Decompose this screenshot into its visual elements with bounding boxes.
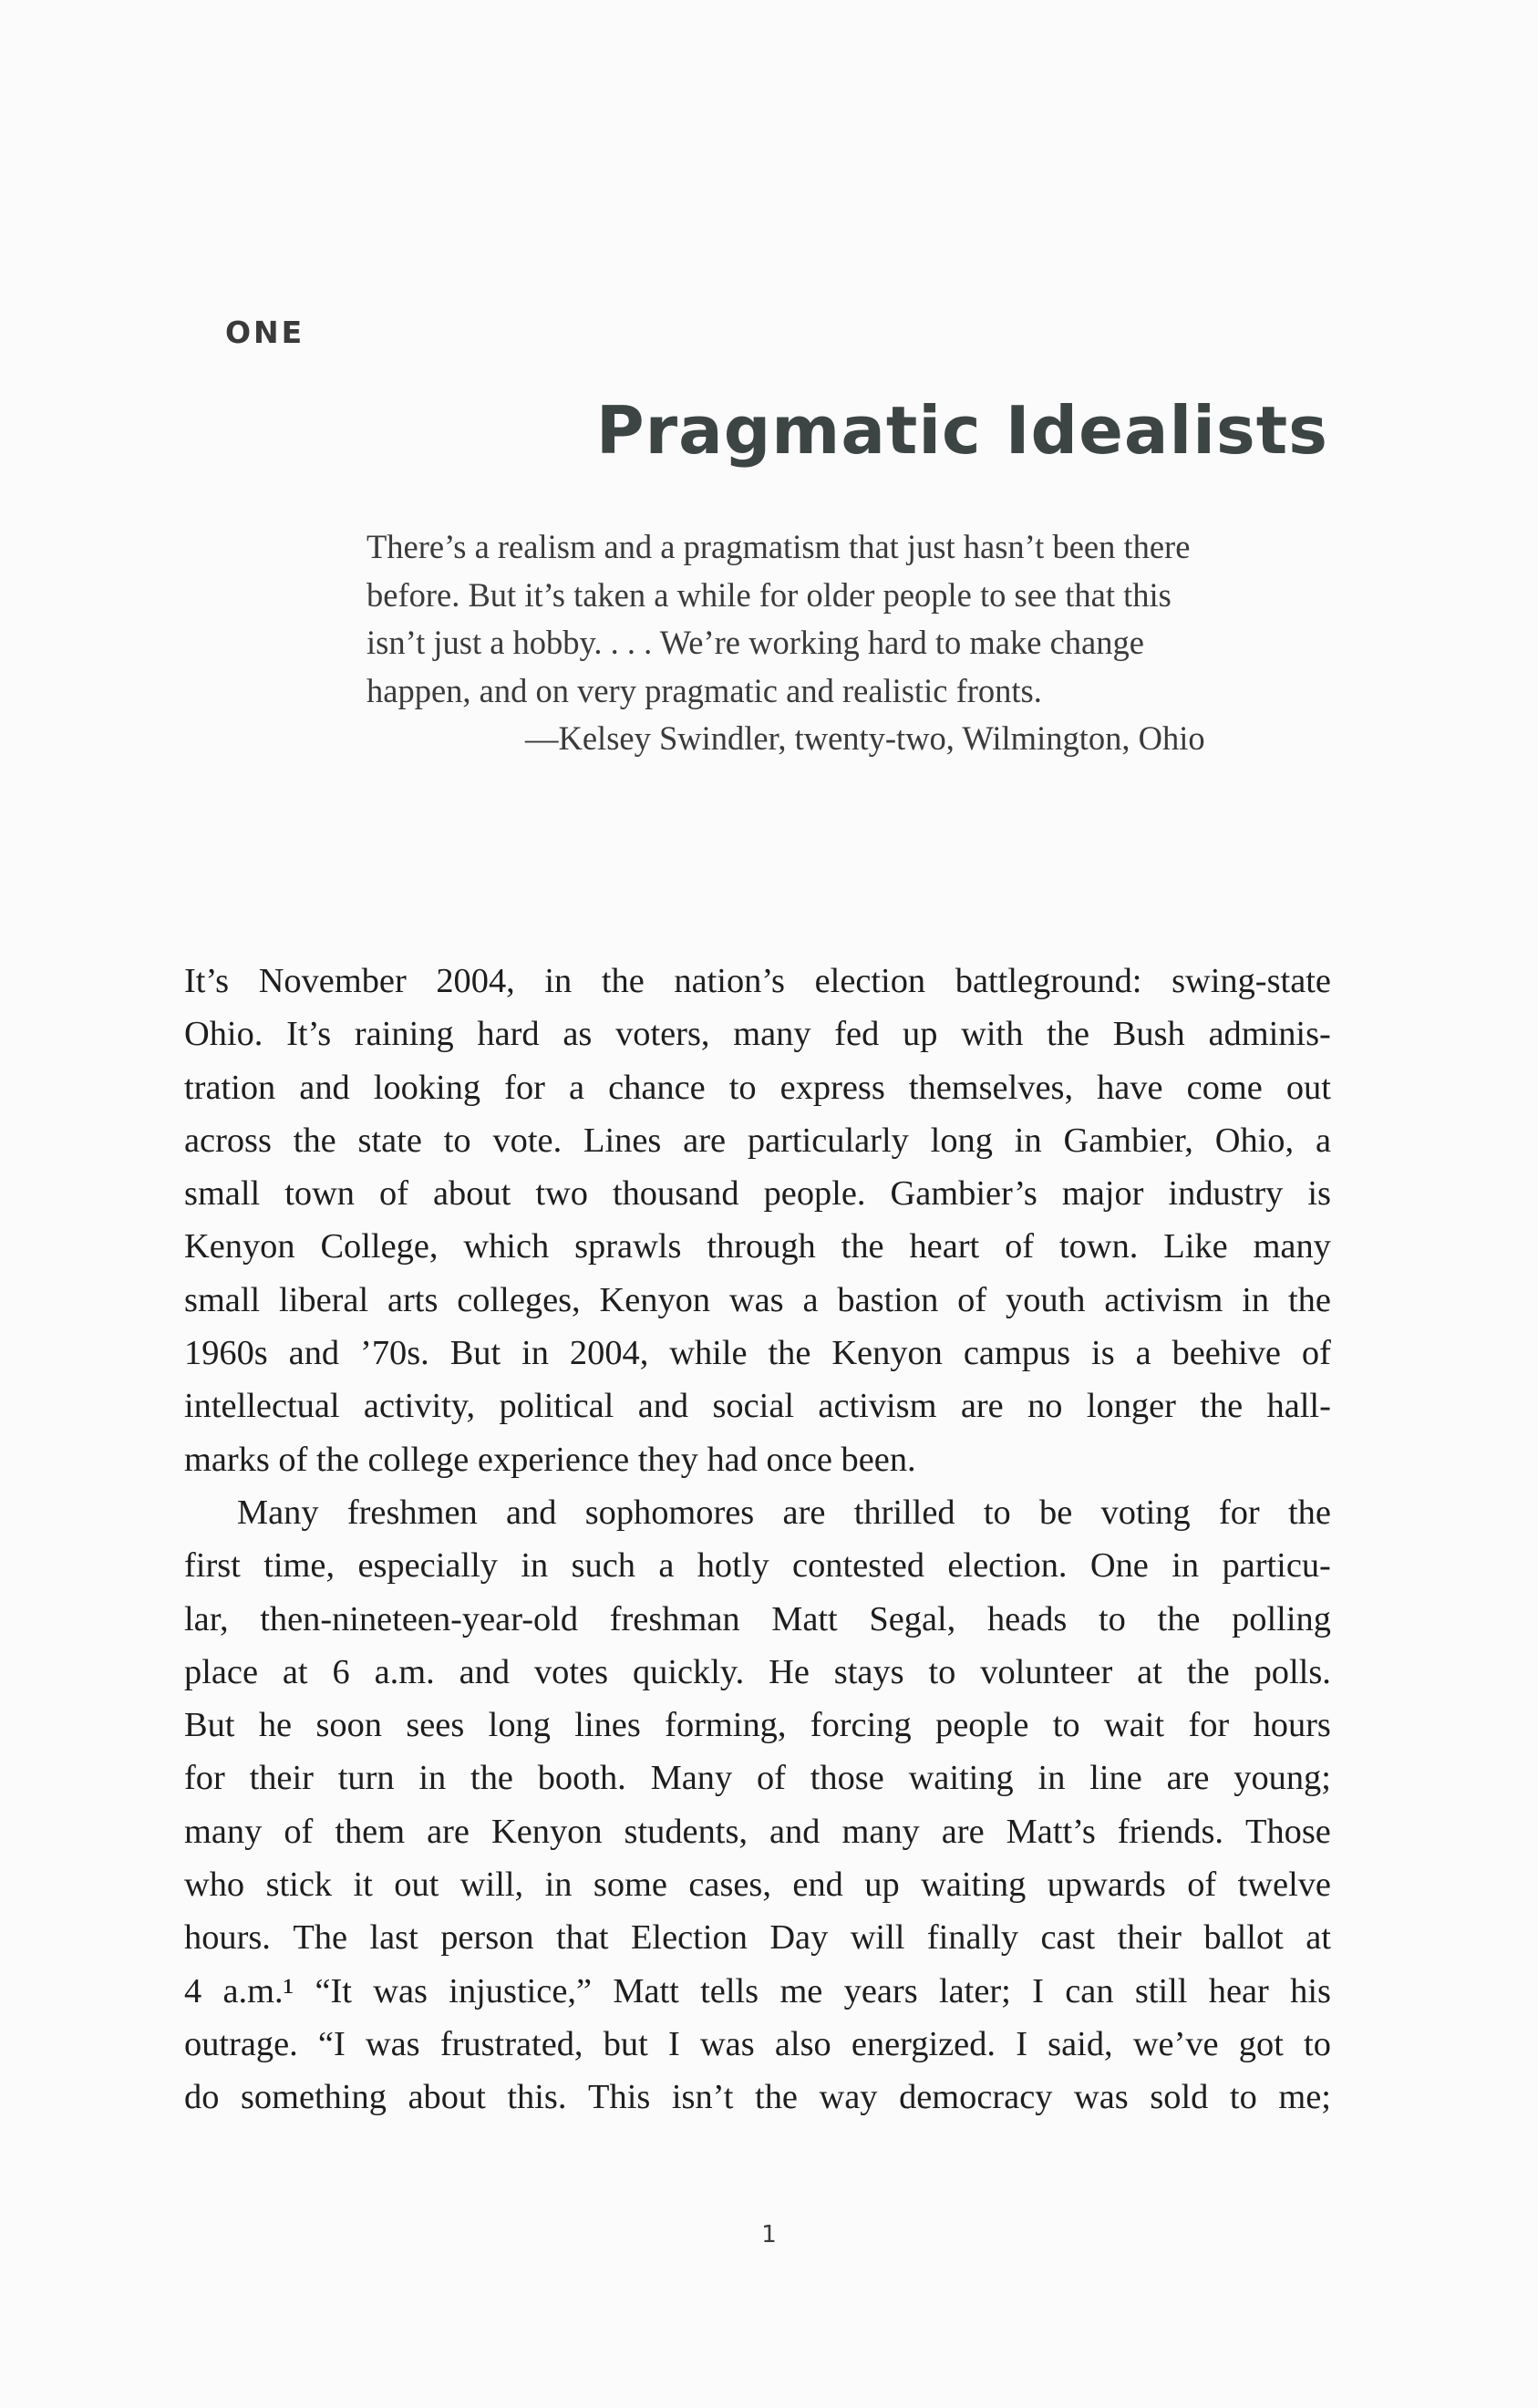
text-line: small town of about two thousand people. Gambier’s major industry is (184, 1174, 1331, 1214)
paragraph (184, 955, 1331, 1486)
chapter-label: ONE (225, 315, 305, 350)
text-line: Kenyon College, which sprawls through the heart of town. Like many (184, 1227, 1331, 1266)
epigraph-line: before. But it’s taken a while for older people to see that this (366, 575, 1172, 614)
text-line: 4 a.m.¹ “It was injustice,” Matt tells me years later; I can still hear his (184, 1971, 1331, 2010)
text-line: first time, especially in such a hotly contested election. One in particu- (184, 1546, 1331, 1586)
text-line: tration and looking for a chance to express themselves, have come out (184, 1068, 1331, 1107)
text-line: for their turn in the booth. Many of those waiting in line are young; (184, 1759, 1331, 1798)
epigraph (366, 523, 1315, 763)
text-line: who stick it out will, in some cases, end up waiting upwards of twelve (184, 1865, 1331, 1905)
epigraph-line: isn’t just a hobby. . . . We’re working hard to make change (366, 624, 1144, 661)
text-line: It’s November 2004, in the nation’s election battleground: swing-state (184, 962, 1331, 1000)
body-text (184, 955, 1331, 2124)
text-line: Many freshmen and sophomores are thrilled to be voting for the (237, 1493, 1331, 1532)
chapter-title: Pragmatic Idealists (595, 392, 1328, 469)
text-line: lar, then-nineteen-year-old freshman Matt Segal, heads to the polling (184, 1599, 1331, 1638)
text-line: hours. The last person that Election Day will finally cast their ballot at (184, 1918, 1331, 1958)
epigraph-line: There’s a realism and a pragmatism that just hasn’t been there (366, 528, 1191, 565)
text-line: outrage. “I was frustrated, but I was also energized. I said, we’ve got to (184, 2024, 1331, 2063)
text-line: do something about this. This isn’t the way democracy was sold to me; (184, 2078, 1331, 2117)
epigraph-attribution: —Kelsey Swindler, twenty-two, Wilmington, Ohio (525, 719, 1205, 757)
text-line: place at 6 a.m. and votes quickly. He stays to volunteer at the polls. (184, 1652, 1331, 1691)
text-line: small liberal arts colleges, Kenyon was a bastion of youth activism in the (184, 1280, 1331, 1319)
paragraph (184, 1486, 1331, 2124)
text-line: But he soon sees long lines forming, forcing people to wait for hours (184, 1706, 1331, 1745)
page-number: 1 (761, 2221, 777, 2248)
text-line: 1960s and ’70s. But in 2004, while the Kenyon campus is a beehive of (184, 1334, 1331, 1373)
text-line: marks of the college experience they had once been. (184, 1440, 916, 1479)
epigraph-line: happen, and on very pragmatic and realistic fronts. (366, 671, 1042, 709)
text-line: across the state to vote. Lines are particularly long in Gambier, Ohio, a (184, 1121, 1331, 1160)
text-line: intellectual activity, political and social activism are no longer the hall- (184, 1387, 1331, 1426)
text-line: many of them are Kenyon students, and many are Matt’s friends. Those (184, 1812, 1331, 1851)
text-line: Ohio. It’s raining hard as voters, many fed up with the Bush adminis- (184, 1015, 1331, 1054)
